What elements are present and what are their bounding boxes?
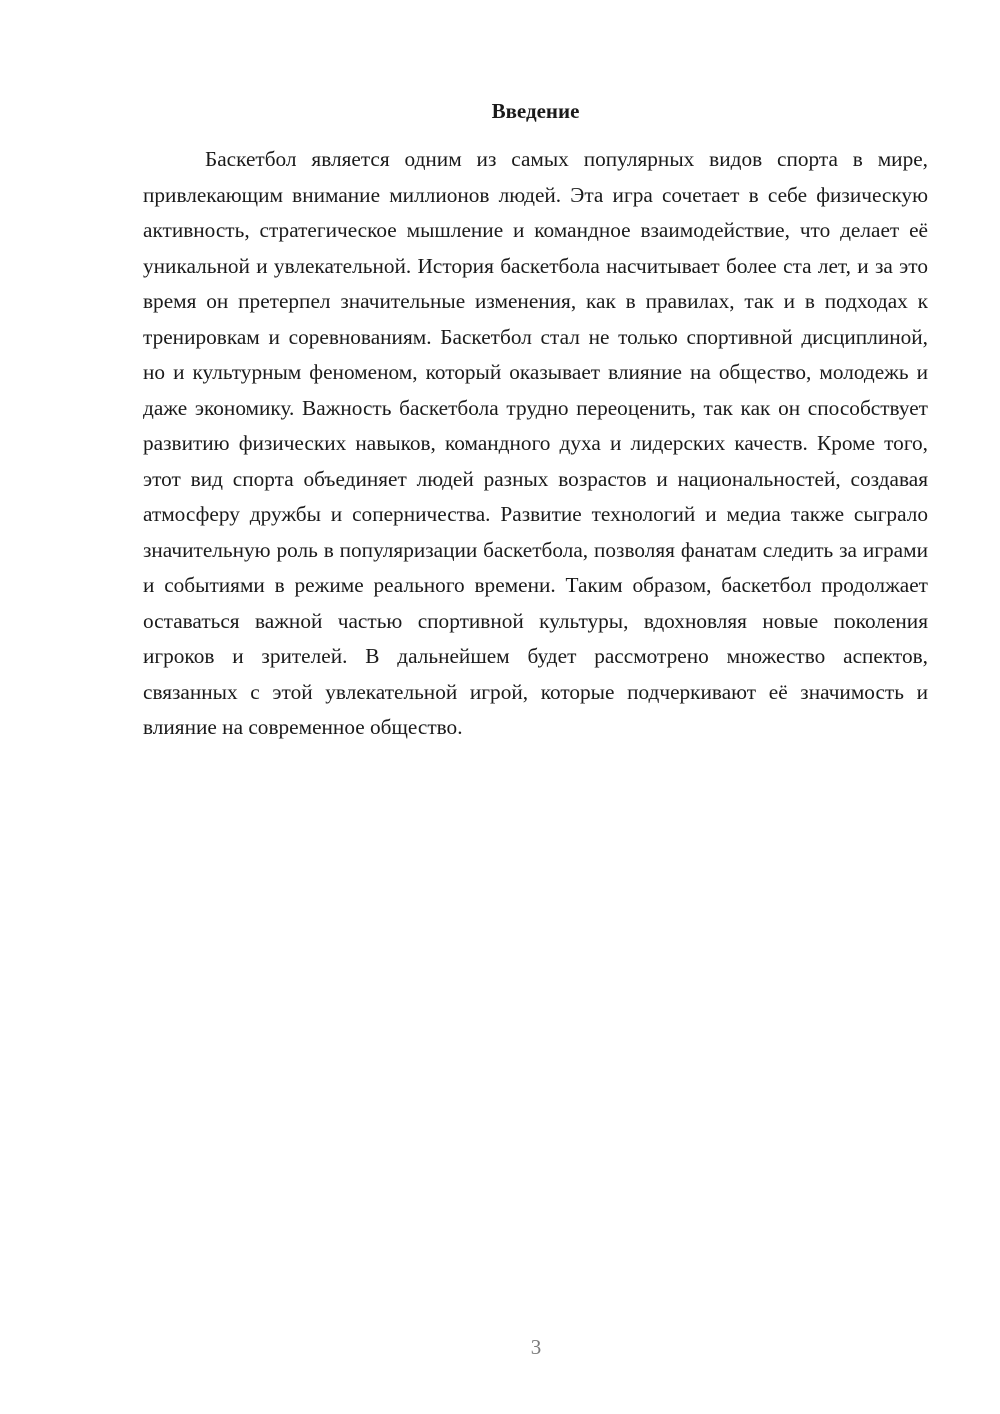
body-paragraph: Баскетбол является одним из самых популярных видов спорта в мире, привлекающим внимание миллионов людей. Эта игра сочетает в себе физическую активность, стратегическое мышление и командное взаимодействие, что делает её уникальной и увлекательной. История баскетбола насчитывает более ста лет, и за это время он претерпел значительные изменения, как в правилах, так и в подходах к тренировкам и соревнованиям. Баскетбол стал не только спортивной дисциплиной, но и культурным феноменом, который оказывает влияние на общество, молодежь и даже экономику. Важность баскетбола трудно переоценить, так как он способствует развитию физических навыков, командного духа и лидерских качеств. Кроме того, этот вид спорта объединяет людей разных возрастов и национальностей, создавая атмосферу дружбы и соперничества. Развитие технологий и медиа также сыграло значительную роль в популяризации баскетбола, позволяя фанатам следить за играми и событиями в режиме реального времени. Таким образом, баскетбол продолжает оставаться важной частью спортивной культуры, вдохновляя новые поколения игроков и зрителей. В дальнейшем будет рассмотрено множество аспектов, связанных с этой увлекательной игрой, которые подчеркивают её значимость и влияние на современное общество.	[143, 147, 928, 739]
section-heading: Введение	[491, 99, 580, 123]
page-number: 3	[530, 1335, 542, 1359]
